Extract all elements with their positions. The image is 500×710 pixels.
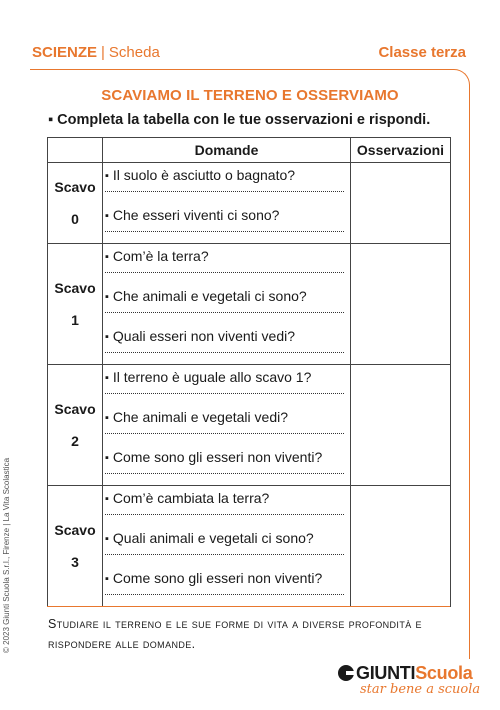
question-text: Quali esseri non viventi vedi?	[112, 328, 296, 344]
question-bullet: ▪	[105, 452, 109, 464]
scavo-label: Scavo	[54, 522, 96, 538]
question-bullet: ▪	[105, 251, 109, 263]
question-item	[103, 365, 350, 405]
scavo-number: 3	[71, 554, 79, 570]
question-text: Che animali e vegetali vedi?	[112, 409, 289, 425]
scavo-number: 1	[71, 312, 79, 328]
question-item	[103, 526, 350, 566]
logo-wordmark	[338, 663, 480, 684]
header-domande: Domande	[103, 138, 351, 163]
logo-brand: GIUNTI	[356, 663, 416, 683]
subject-label: SCIENZE	[32, 44, 98, 61]
question-bullet: ▪	[105, 493, 109, 505]
question-item	[103, 486, 350, 526]
answer-dotted-line[interactable]	[105, 312, 344, 313]
question-text: Il terreno è uguale allo scavo 1?	[112, 369, 312, 385]
question-text: Quali animali e vegetali ci sono?	[112, 530, 314, 546]
scavo-label: Scavo	[54, 401, 96, 417]
question-text: Che animali e vegetali ci sono?	[112, 288, 307, 304]
header-subject	[32, 44, 160, 61]
answer-dotted-line[interactable]	[105, 272, 344, 273]
answer-dotted-line[interactable]	[105, 473, 344, 474]
observation-cell[interactable]	[351, 486, 451, 607]
questions-cell	[103, 365, 351, 486]
question-text-wrap	[105, 490, 269, 506]
question-item	[103, 284, 350, 324]
question-bullet: ▪	[105, 372, 109, 384]
question-text: Come sono gli esseri non viventi?	[112, 570, 323, 586]
question-item	[103, 203, 350, 243]
question-text-wrap	[105, 570, 322, 586]
scavo-label-cell	[48, 365, 103, 486]
answer-dotted-line[interactable]	[105, 393, 344, 394]
question-text: Il suolo è asciutto o bagnato?	[112, 167, 296, 183]
questions-cell	[103, 244, 351, 365]
scavo-label: Scavo	[54, 179, 96, 195]
question-bullet: ▪	[105, 170, 109, 182]
question-bullet: ▪	[105, 291, 109, 303]
answer-dotted-line[interactable]	[105, 433, 344, 434]
table-row	[48, 244, 451, 365]
giunti-g-icon	[338, 665, 354, 681]
answer-dotted-line[interactable]	[105, 231, 344, 232]
question-item	[103, 445, 350, 485]
question-item	[103, 324, 350, 364]
question-text-wrap	[105, 288, 307, 304]
answer-dotted-line[interactable]	[105, 594, 344, 595]
table-row	[48, 163, 451, 244]
page-title: SCAVIAMO IL TERRENO E OSSERVIAMO	[101, 87, 399, 104]
question-text: Come sono gli esseri non viventi?	[112, 449, 323, 465]
caption: Studiare il terreno e le sue forme di vita a diverse profondità e rispondere alle domande.	[48, 617, 422, 651]
question-item	[103, 244, 350, 284]
header-separator: |	[101, 44, 105, 61]
table-row	[48, 365, 451, 486]
scavo-label: Scavo	[54, 280, 96, 296]
grade-label: Classe terza	[378, 44, 466, 61]
answer-dotted-line[interactable]	[105, 191, 344, 192]
scavo-number: 0	[71, 211, 79, 227]
question-text-wrap	[105, 248, 209, 264]
logo-brand-scuola: Scuola	[415, 663, 473, 683]
question-bullet: ▪	[105, 331, 109, 343]
table-row	[48, 486, 451, 607]
question-bullet: ▪	[105, 210, 109, 222]
questions-cell	[103, 486, 351, 607]
observation-cell[interactable]	[351, 365, 451, 486]
question-text-wrap	[105, 449, 322, 465]
question-bullet: ▪	[105, 533, 109, 545]
question-text-wrap	[105, 167, 295, 183]
question-bullet: ▪	[105, 412, 109, 424]
observation-cell[interactable]	[351, 244, 451, 365]
answer-dotted-line[interactable]	[105, 554, 344, 555]
question-text: Che esseri viventi ci sono?	[112, 207, 280, 223]
answer-dotted-line[interactable]	[105, 352, 344, 353]
question-text: Com’è cambiata la terra?	[112, 490, 270, 506]
observation-cell[interactable]	[351, 163, 451, 244]
question-bullet: ▪	[105, 573, 109, 585]
scavo-label-cell	[48, 244, 103, 365]
scavo-number: 2	[71, 433, 79, 449]
question-text: Com’è la terra?	[112, 248, 209, 264]
question-text-wrap	[105, 409, 288, 425]
question-text-wrap	[105, 328, 295, 344]
instruction-bullet: ▪	[48, 112, 54, 128]
observation-table	[47, 137, 451, 607]
header-osservazioni: Osservazioni	[351, 138, 451, 163]
answer-dotted-line[interactable]	[105, 514, 344, 515]
copyright-notice: © 2023 Giunti Scuola S.r.l., Firenze | La Vita Scolastica	[2, 457, 11, 653]
question-item	[103, 163, 350, 203]
question-text-wrap	[105, 207, 279, 223]
sheet-label: Scheda	[108, 44, 160, 61]
question-item	[103, 405, 350, 445]
question-text-wrap	[105, 530, 314, 546]
header-empty-cell	[48, 138, 103, 163]
scavo-label-cell	[48, 486, 103, 607]
logo-tagline: star bene a scuola	[360, 682, 481, 697]
question-item	[103, 566, 350, 606]
publisher-logo	[338, 663, 480, 697]
instruction-text: Completa la tabella con le tue osservazioni e rispondi.	[57, 112, 431, 128]
table-header-row	[48, 138, 451, 163]
caption-divider	[47, 606, 450, 607]
questions-cell	[103, 163, 351, 244]
instruction	[48, 112, 430, 128]
scavo-label-cell	[48, 163, 103, 244]
question-text-wrap	[105, 369, 311, 385]
